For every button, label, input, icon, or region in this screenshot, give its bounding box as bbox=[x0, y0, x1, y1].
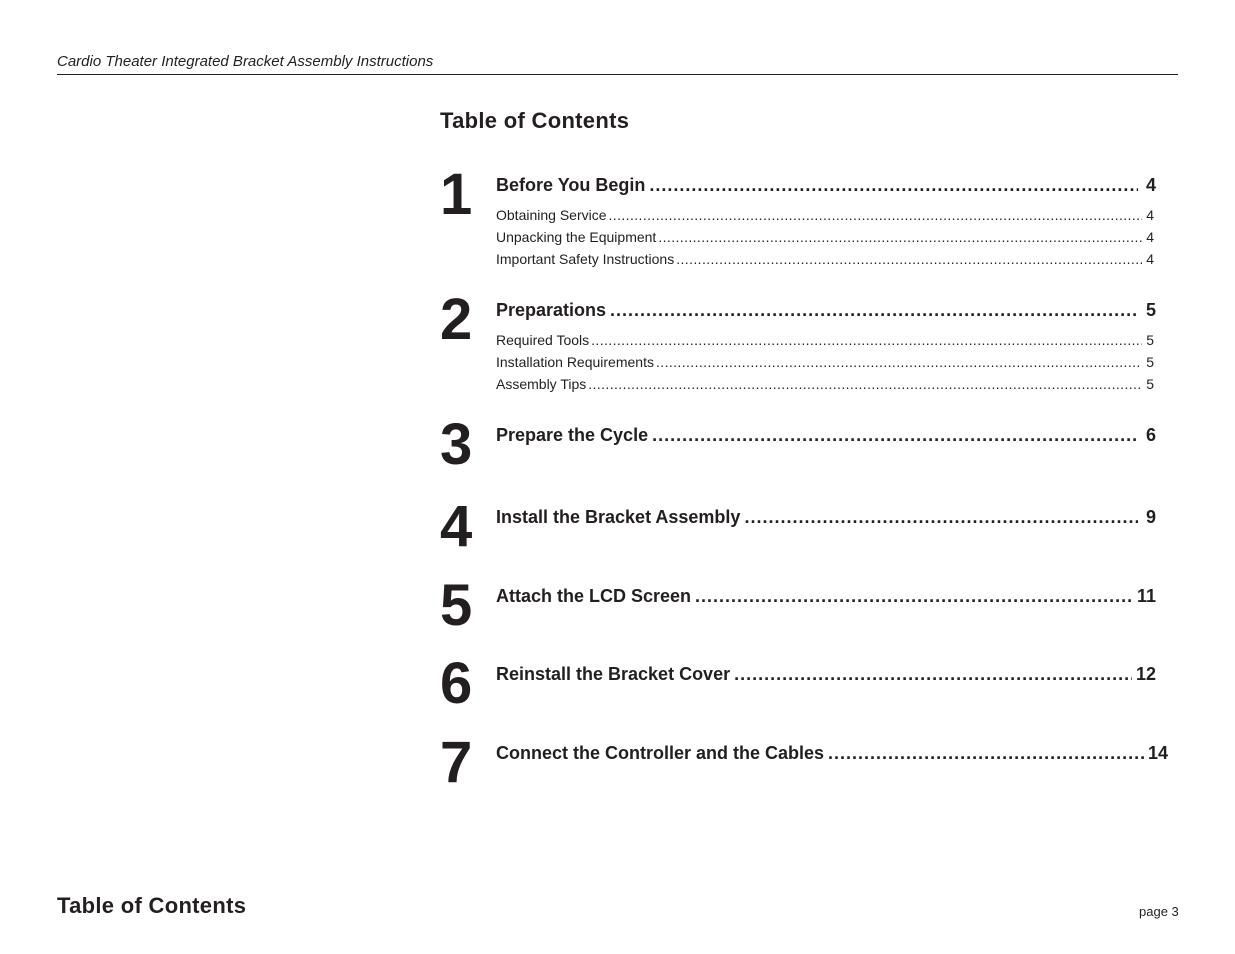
toc-entry-label: Before You Begin bbox=[496, 175, 646, 195]
toc-entry-label: Preparations bbox=[496, 300, 607, 320]
dot-leader bbox=[588, 373, 1142, 395]
chapter-number: 2 bbox=[440, 287, 473, 352]
toc-subentry-unpacking-equipment[interactable] bbox=[496, 226, 1154, 248]
toc-entry-reinstall-cover[interactable] bbox=[496, 663, 1156, 685]
toc-entry-before-you-begin[interactable] bbox=[496, 174, 1156, 196]
dot-leader bbox=[610, 299, 1138, 321]
dot-leader bbox=[828, 742, 1144, 764]
running-header: Cardio Theater Integrated Bracket Assembly Instructions bbox=[57, 53, 434, 70]
dot-leader bbox=[734, 663, 1132, 685]
dot-leader bbox=[676, 248, 1142, 270]
dot-leader bbox=[649, 174, 1138, 196]
toc-entry-label: Prepare the Cycle bbox=[496, 425, 649, 445]
dot-leader bbox=[695, 585, 1133, 607]
toc-subentry-assembly-tips[interactable] bbox=[496, 373, 1154, 395]
toc-entry-label: Reinstall the Bracket Cover bbox=[496, 664, 731, 684]
toc-subentry-obtaining-service[interactable] bbox=[496, 204, 1154, 226]
toc-entry-label: Connect the Controller and the Cables bbox=[496, 743, 825, 763]
dot-leader bbox=[652, 424, 1138, 446]
toc-entry-page: 5 bbox=[1145, 300, 1156, 320]
toc-entry-label: Install the Bracket Assembly bbox=[496, 507, 741, 527]
toc-entry-page: 11 bbox=[1136, 586, 1156, 606]
header-divider bbox=[57, 74, 1178, 75]
toc-subentry-page: 4 bbox=[1146, 229, 1154, 245]
footer-section-title: Table of Contents bbox=[57, 893, 247, 918]
chapter-number: 4 bbox=[440, 494, 473, 559]
chapter-number: 7 bbox=[440, 730, 473, 795]
toc-entry-page: 4 bbox=[1145, 175, 1156, 195]
toc-subentry-page: 4 bbox=[1146, 207, 1154, 223]
toc-subentry-label: Installation Requirements bbox=[496, 354, 654, 370]
toc-subentry-label: Required Tools bbox=[496, 332, 590, 348]
dot-leader bbox=[656, 351, 1142, 373]
chapter-number: 6 bbox=[440, 651, 473, 716]
toc-subentry-label: Assembly Tips bbox=[496, 376, 587, 392]
toc-entry-connect-controller[interactable] bbox=[496, 742, 1168, 764]
toc-subentry-installation-requirements[interactable] bbox=[496, 351, 1154, 373]
toc-entry-preparations[interactable] bbox=[496, 299, 1156, 321]
dot-leader bbox=[658, 226, 1142, 248]
toc-entry-install-bracket[interactable] bbox=[496, 506, 1156, 528]
toc-entry-page: 14 bbox=[1147, 743, 1168, 763]
toc-subentry-page: 5 bbox=[1146, 376, 1154, 392]
toc-entry-page: 9 bbox=[1145, 507, 1156, 527]
toc-entry-attach-lcd[interactable] bbox=[496, 585, 1156, 607]
chapter-number: 1 bbox=[440, 162, 473, 227]
toc-entry-page: 12 bbox=[1135, 664, 1156, 684]
dot-leader bbox=[591, 329, 1142, 351]
toc-title: Table of Contents bbox=[440, 108, 630, 133]
footer-page-number: page 3 bbox=[1139, 904, 1179, 919]
dot-leader bbox=[744, 506, 1138, 528]
toc-entry-prepare-cycle[interactable] bbox=[496, 424, 1156, 446]
toc-subentry-page: 5 bbox=[1146, 332, 1154, 348]
toc-entry-label: Attach the LCD Screen bbox=[496, 586, 692, 606]
toc-subentry-label: Unpacking the Equipment bbox=[496, 229, 657, 245]
toc-subentry-label: Important Safety Instructions bbox=[496, 251, 675, 267]
toc-subentry-page: 5 bbox=[1146, 354, 1154, 370]
toc-subentry-required-tools[interactable] bbox=[496, 329, 1154, 351]
toc-subentry-page: 4 bbox=[1146, 251, 1154, 267]
dot-leader bbox=[609, 204, 1142, 226]
toc-subsection-list bbox=[496, 329, 1154, 395]
toc-entry-page: 6 bbox=[1145, 425, 1156, 445]
toc-subentry-safety-instructions[interactable] bbox=[496, 248, 1154, 270]
chapter-number: 3 bbox=[440, 412, 473, 477]
toc-subentry-label: Obtaining Service bbox=[496, 207, 607, 223]
toc-subsection-list bbox=[496, 204, 1154, 270]
chapter-number: 5 bbox=[440, 573, 473, 638]
